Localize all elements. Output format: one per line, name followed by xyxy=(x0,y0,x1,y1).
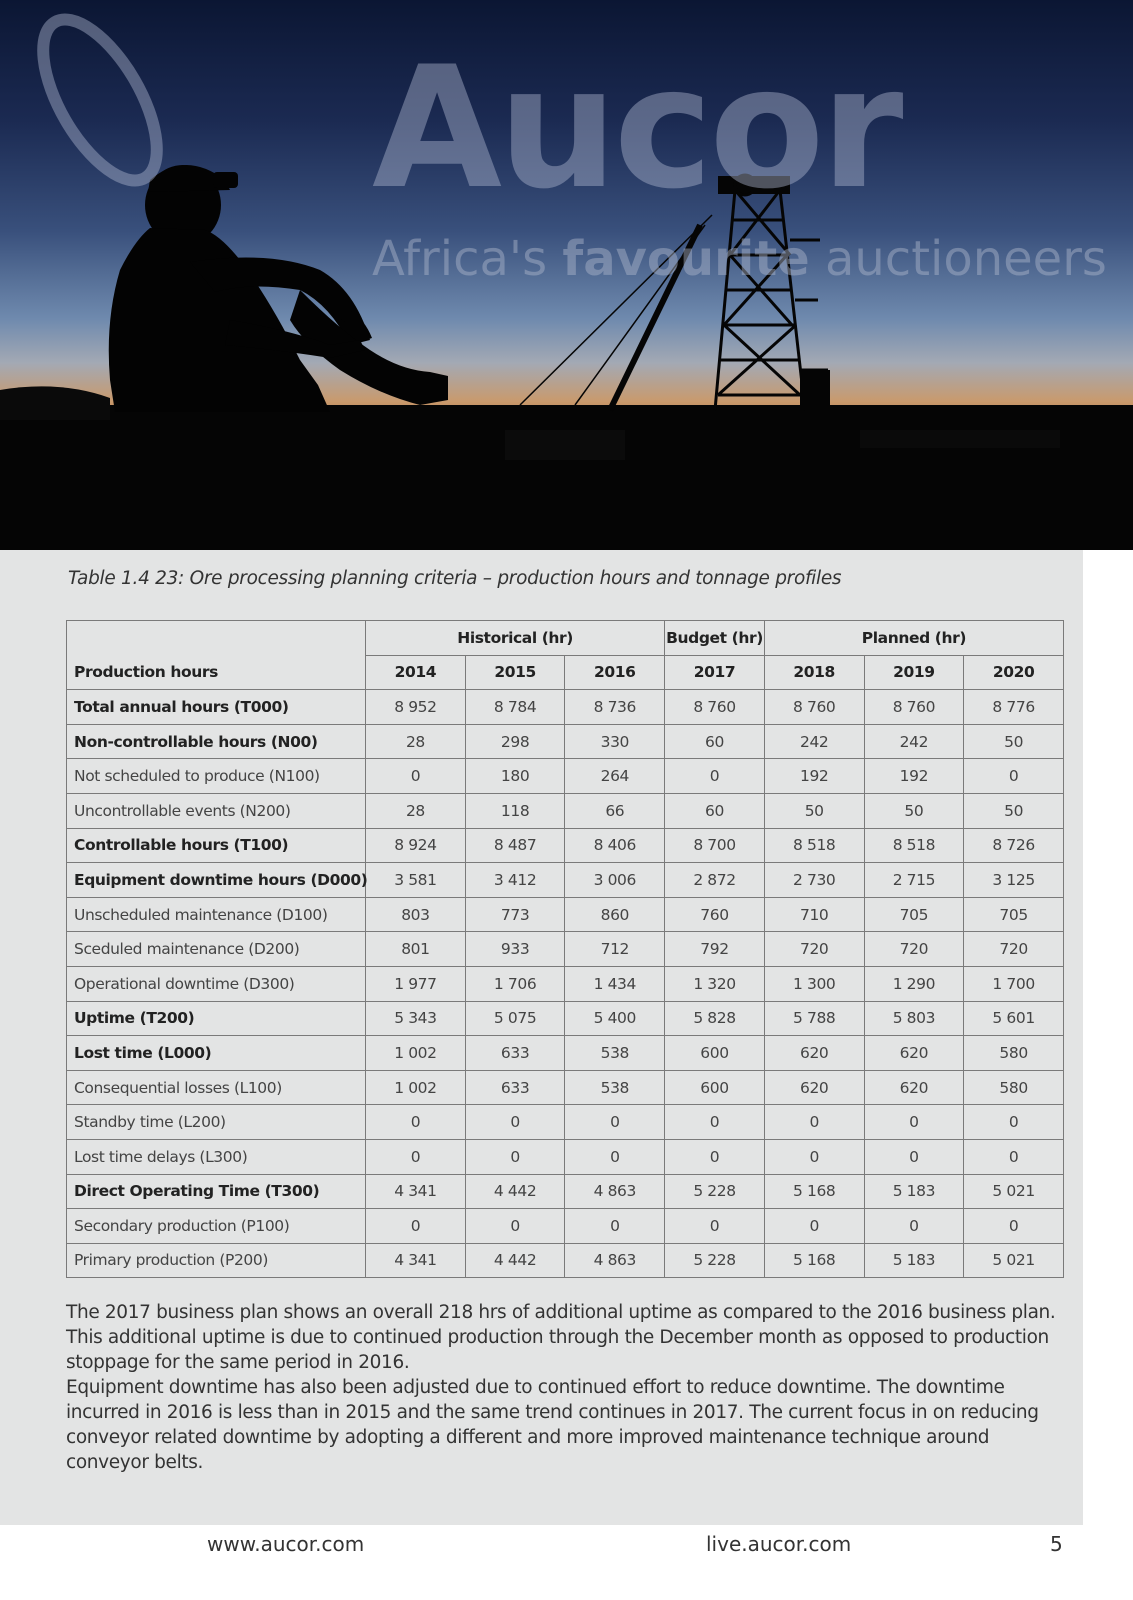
table-cell: 28 xyxy=(366,793,466,828)
table-cell: 620 xyxy=(864,1036,964,1071)
group-header-planned: Planned (hr) xyxy=(764,621,1063,656)
table-cell: 705 xyxy=(864,897,964,932)
table-cell: 801 xyxy=(366,932,466,967)
table-cell: 720 xyxy=(764,932,864,967)
table-cell: 5 601 xyxy=(964,1001,1064,1036)
table-cell: 720 xyxy=(864,932,964,967)
table-cell: 8 726 xyxy=(964,828,1064,863)
row-label: Secondary production (P100) xyxy=(67,1209,366,1244)
table-cell: 0 xyxy=(864,1105,964,1140)
table-cell: 8 736 xyxy=(565,690,665,725)
aucor-logo: Aucor xyxy=(372,30,900,226)
table-cell: 50 xyxy=(764,793,864,828)
table-row xyxy=(67,1209,1064,1244)
table-cell: 298 xyxy=(465,724,565,759)
table-cell: 50 xyxy=(964,793,1064,828)
table-cell: 0 xyxy=(864,1209,964,1244)
table-row xyxy=(67,690,1064,725)
table-cell: 1 700 xyxy=(964,966,1064,1001)
table-cell: 330 xyxy=(565,724,665,759)
table-row xyxy=(67,759,1064,794)
table-cell: 8 760 xyxy=(665,690,765,725)
table-cell: 5 021 xyxy=(964,1243,1064,1278)
table-cell: 0 xyxy=(864,1139,964,1174)
table-cell: 1 002 xyxy=(366,1070,466,1105)
table-row xyxy=(67,1139,1064,1174)
table-caption: Table 1.4 23: Ore processing planning criteria – production hours and tonnage profiles xyxy=(68,568,842,589)
table-cell: 118 xyxy=(465,793,565,828)
table-cell: 0 xyxy=(764,1209,864,1244)
table-cell: 0 xyxy=(465,1105,565,1140)
table-row xyxy=(67,793,1064,828)
table-cell: 1 290 xyxy=(864,966,964,1001)
table-cell: 0 xyxy=(665,1139,765,1174)
table-cell: 0 xyxy=(366,1139,466,1174)
table-cell: 0 xyxy=(565,1105,665,1140)
table-cell: 0 xyxy=(465,1209,565,1244)
hero-photo xyxy=(0,0,1133,550)
table-row xyxy=(67,932,1064,967)
table-cell: 5 803 xyxy=(864,1001,964,1036)
table-cell: 192 xyxy=(764,759,864,794)
table-cell: 0 xyxy=(465,1139,565,1174)
table-cell: 5 228 xyxy=(665,1174,765,1209)
production-hours-table xyxy=(66,620,1064,1278)
table-cell: 792 xyxy=(665,932,765,967)
row-header: Production hours xyxy=(67,621,366,690)
page-number: 5 xyxy=(1050,1532,1063,1556)
table-cell: 5 021 xyxy=(964,1174,1064,1209)
table-cell: 8 700 xyxy=(665,828,765,863)
table-cell: 2 730 xyxy=(764,863,864,898)
row-label: Equipment downtime hours (D000) xyxy=(67,863,366,898)
row-label: Non-controllable hours (N00) xyxy=(67,724,366,759)
table-cell: 28 xyxy=(366,724,466,759)
table-cell: 1 320 xyxy=(665,966,765,1001)
group-header-historical: Historical (hr) xyxy=(366,621,665,656)
table-cell: 0 xyxy=(565,1139,665,1174)
table-cell: 2 715 xyxy=(864,863,964,898)
table-cell: 633 xyxy=(465,1036,565,1071)
table-cell: 2 872 xyxy=(665,863,765,898)
row-label: Uncontrollable events (N200) xyxy=(67,793,366,828)
table-cell: 8 487 xyxy=(465,828,565,863)
table-cell: 5 183 xyxy=(864,1174,964,1209)
footer-link-live-aucor[interactable]: live.aucor.com xyxy=(706,1532,852,1556)
table-row xyxy=(67,1070,1064,1105)
row-label: Not scheduled to produce (N100) xyxy=(67,759,366,794)
table-cell: 620 xyxy=(764,1036,864,1071)
table-cell: 5 788 xyxy=(764,1001,864,1036)
year-header: 2016 xyxy=(565,655,665,690)
table-cell: 4 442 xyxy=(465,1243,565,1278)
table-cell: 50 xyxy=(964,724,1064,759)
table-cell: 0 xyxy=(665,1105,765,1140)
row-label: Unscheduled maintenance (D100) xyxy=(67,897,366,932)
row-label: Uptime (T200) xyxy=(67,1001,366,1036)
row-label: Lost time delays (L300) xyxy=(67,1139,366,1174)
year-header: 2014 xyxy=(366,655,466,690)
table-cell: 5 168 xyxy=(764,1243,864,1278)
table-cell: 5 183 xyxy=(864,1243,964,1278)
paragraph: The 2017 business plan shows an overall 218 hrs of additional uptime as compared to the 2016 business plan. This additional uptime is due to continued production through the December month as opposed to production stoppage for the same period in 2016. xyxy=(66,1302,1056,1373)
table-cell: 8 784 xyxy=(465,690,565,725)
table-cell: 50 xyxy=(864,793,964,828)
table-cell: 4 341 xyxy=(366,1243,466,1278)
row-label: Lost time (L000) xyxy=(67,1036,366,1071)
row-label: Direct Operating Time (T300) xyxy=(67,1174,366,1209)
table-cell: 620 xyxy=(764,1070,864,1105)
table-cell: 0 xyxy=(665,759,765,794)
table-cell: 4 863 xyxy=(565,1243,665,1278)
table-cell: 0 xyxy=(366,1209,466,1244)
table-cell: 5 168 xyxy=(764,1174,864,1209)
table-cell: 0 xyxy=(964,1139,1064,1174)
row-label: Operational downtime (D300) xyxy=(67,966,366,1001)
table-row xyxy=(67,1105,1064,1140)
table-cell: 600 xyxy=(665,1036,765,1071)
footer-link-aucor[interactable]: www.aucor.com xyxy=(207,1532,365,1556)
table-row xyxy=(67,966,1064,1001)
table-cell: 8 924 xyxy=(366,828,466,863)
table-cell: 4 341 xyxy=(366,1174,466,1209)
year-header: 2019 xyxy=(864,655,964,690)
table-cell: 538 xyxy=(565,1070,665,1105)
table-cell: 803 xyxy=(366,897,466,932)
year-header: 2020 xyxy=(964,655,1064,690)
aucor-tagline: Africa's favourite auctioneers xyxy=(372,231,1107,287)
table-cell: 5 343 xyxy=(366,1001,466,1036)
row-label: Total annual hours (T000) xyxy=(67,690,366,725)
table-cell: 8 406 xyxy=(565,828,665,863)
table-cell: 710 xyxy=(764,897,864,932)
table-cell: 60 xyxy=(665,724,765,759)
table-cell: 4 863 xyxy=(565,1174,665,1209)
row-label: Consequential losses (L100) xyxy=(67,1070,366,1105)
row-label: Controllable hours (T100) xyxy=(67,828,366,863)
table-cell: 0 xyxy=(764,1139,864,1174)
table-cell: 773 xyxy=(465,897,565,932)
table-row xyxy=(67,1001,1064,1036)
table-cell: 5 228 xyxy=(665,1243,765,1278)
table-cell: 3 125 xyxy=(964,863,1064,898)
table-cell: 720 xyxy=(964,932,1064,967)
table-row xyxy=(67,863,1064,898)
table-cell: 538 xyxy=(565,1036,665,1071)
table-cell: 5 400 xyxy=(565,1001,665,1036)
table-cell: 1 434 xyxy=(565,966,665,1001)
row-label: Sceduled maintenance (D200) xyxy=(67,932,366,967)
table-cell: 8 760 xyxy=(764,690,864,725)
table-cell: 5 828 xyxy=(665,1001,765,1036)
row-label: Standby time (L200) xyxy=(67,1105,366,1140)
table-cell: 180 xyxy=(465,759,565,794)
table-body xyxy=(67,690,1064,1278)
table-cell: 66 xyxy=(565,793,665,828)
table-cell: 8 952 xyxy=(366,690,466,725)
table-cell: 0 xyxy=(366,1105,466,1140)
year-header: 2017 xyxy=(665,655,765,690)
table-cell: 0 xyxy=(366,759,466,794)
table-cell: 580 xyxy=(964,1036,1064,1071)
table-cell: 8 518 xyxy=(764,828,864,863)
table-cell: 8 518 xyxy=(864,828,964,863)
paragraph: Equipment downtime has also been adjusted due to continued effort to reduce downtime. The downtime incurred in 2016 is less than in 2015 and the same trend continues in 2017. The current focus in on reducing conveyor related downtime by adopting a different and more improved maintenance technique around conveyor belts. xyxy=(66,1377,1039,1473)
table-cell: 0 xyxy=(964,1209,1064,1244)
table-cell: 8 760 xyxy=(864,690,964,725)
table-cell: 0 xyxy=(665,1209,765,1244)
table-cell: 8 776 xyxy=(964,690,1064,725)
table-cell: 264 xyxy=(565,759,665,794)
table-row xyxy=(67,1036,1064,1071)
aucor-logo-orbit-icon xyxy=(0,0,200,200)
table-cell: 580 xyxy=(964,1070,1064,1105)
table-cell: 633 xyxy=(465,1070,565,1105)
table-cell: 1 706 xyxy=(465,966,565,1001)
table-cell: 3 581 xyxy=(366,863,466,898)
table-cell: 600 xyxy=(665,1070,765,1105)
table-cell: 60 xyxy=(665,793,765,828)
table-cell: 0 xyxy=(964,759,1064,794)
table-row xyxy=(67,724,1064,759)
table-cell: 860 xyxy=(565,897,665,932)
table-cell: 1 300 xyxy=(764,966,864,1001)
body-text xyxy=(66,1300,1066,1475)
table-cell: 5 075 xyxy=(465,1001,565,1036)
table-cell: 1 002 xyxy=(366,1036,466,1071)
table-row xyxy=(67,1243,1064,1278)
table-cell: 620 xyxy=(864,1070,964,1105)
row-label: Primary production (P200) xyxy=(67,1243,366,1278)
table-cell: 933 xyxy=(465,932,565,967)
year-header: 2015 xyxy=(465,655,565,690)
year-header: 2018 xyxy=(764,655,864,690)
table-cell: 1 977 xyxy=(366,966,466,1001)
table-cell: 242 xyxy=(864,724,964,759)
table-cell: 4 442 xyxy=(465,1174,565,1209)
table-cell: 0 xyxy=(565,1209,665,1244)
group-header-budget: Budget (hr) xyxy=(665,621,765,656)
table-cell: 0 xyxy=(964,1105,1064,1140)
table-cell: 760 xyxy=(665,897,765,932)
table-cell: 0 xyxy=(764,1105,864,1140)
table-row xyxy=(67,1174,1064,1209)
table-cell: 242 xyxy=(764,724,864,759)
table-row xyxy=(67,897,1064,932)
table-cell: 3 412 xyxy=(465,863,565,898)
table-cell: 712 xyxy=(565,932,665,967)
table-cell: 705 xyxy=(964,897,1064,932)
table-cell: 3 006 xyxy=(565,863,665,898)
table-cell: 192 xyxy=(864,759,964,794)
table-row xyxy=(67,828,1064,863)
